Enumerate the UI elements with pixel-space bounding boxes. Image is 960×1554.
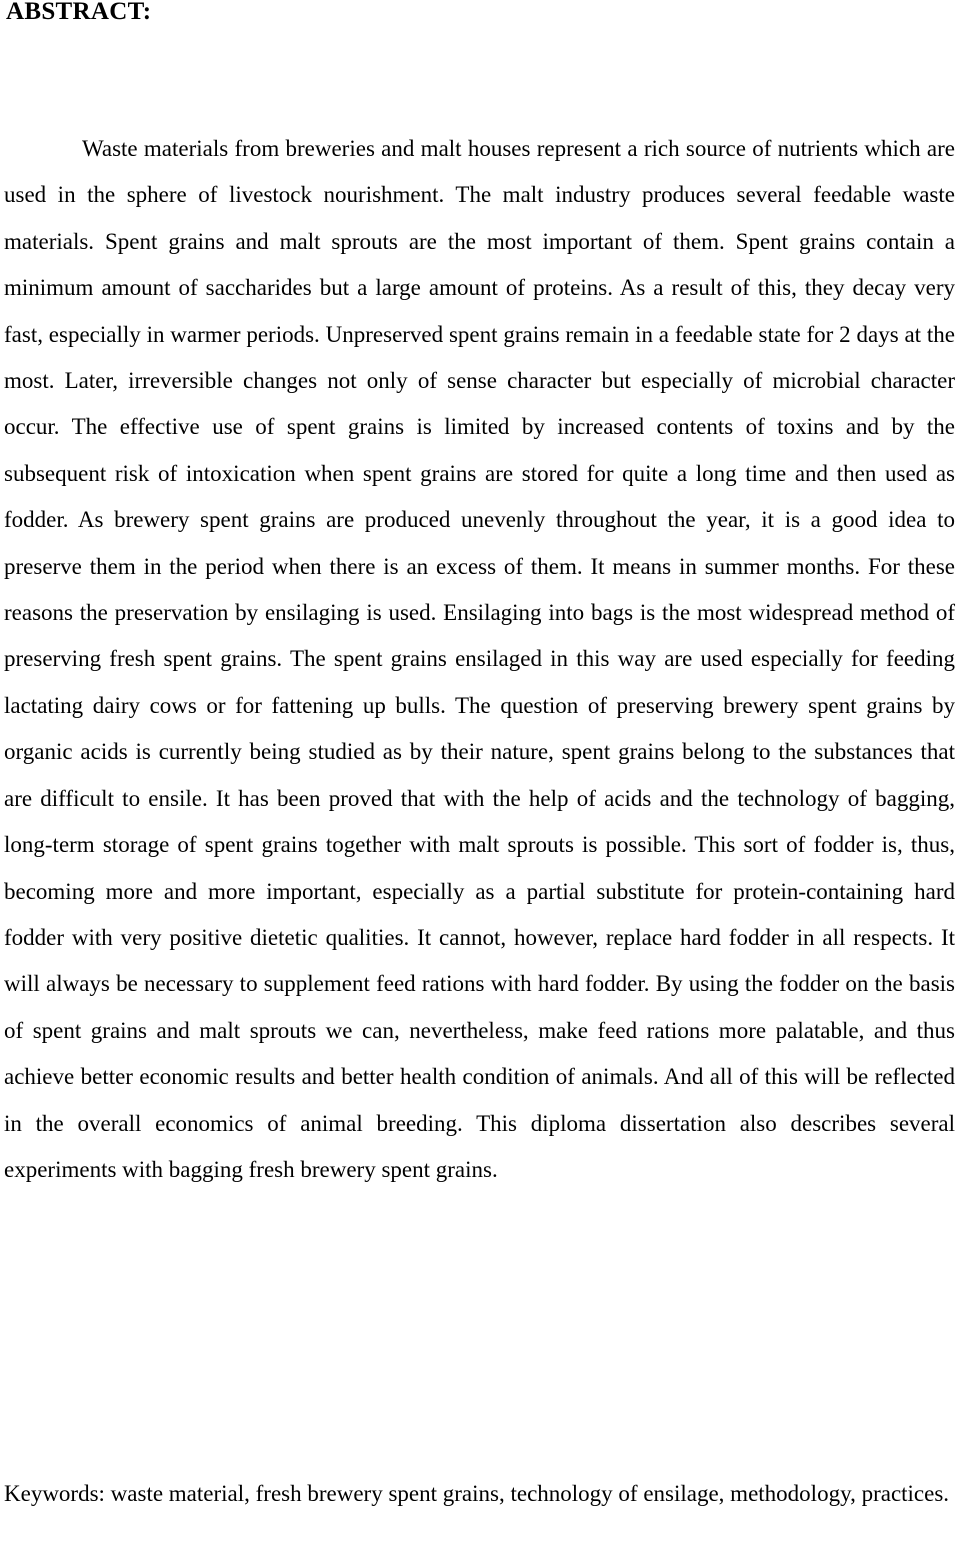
- keywords-paragraph: Keywords: waste material, fresh brewery spent grains, technology of ensilage, methodology, practices.: [4, 1481, 950, 1506]
- abstract-paragraph: Waste materials from breweries and malt houses represent a rich source of nutrients which are used in the sphere of livestock nourishment. The malt industry produces several feedable waste materials. Spent grains and malt sprouts are the most important of them. Spent grains contain a minimum amount of saccharides but a large amount of proteins. As a result of this, they decay very fast, especially in warmer periods. Unpreserved spent grains remain in a feedable state for 2 days at the most. Later, irreversible changes not only of sense character but especially of microbial character occur. The effective use of spent grains is limited by increased contents of toxins and by the subsequent risk of intoxication when spent grains are stored for quite a long time and then used as fodder. As brewery spent grains are produced unevenly throughout the year, it is a good idea to preserve them in the period when there is an excess of them. It means in summer months. For these reasons the preservation by ensilaging is used. Ensilaging into bags is the most widespread method of preserving fresh spent grains. The spent grains ensilaged in this way are used especially for feeding lactating dairy cows or for fattening up bulls. The question of preserving brewery spent grains by organic acids is currently being studied as by their nature, spent grains belong to the substances that are difficult to ensile. It has been proved that with the help of acids and the technology of bagging, long-term storage of spent grains together with malt sprouts is possible. This sort of fodder is, thus, becoming more and more important, especially as a partial substitute for protein-containing hard fodder with very positive dietetic qualities. It cannot, however, replace hard fodder in all respects. It will always be necessary to supplement feed rations with hard fodder. By using the fodder on the basis of spent grains and malt sprouts we can, nevertheless, make feed rations more palatable, and thus achieve better economic results and better health condition of animals. And all of this will be reflected in the overall economics of animal breeding. This diploma dissertation also describes several experiments with bagging fresh brewery spent grains.: [4, 136, 955, 1182]
- abstract-heading: ABSTRACT:: [6, 0, 152, 25]
